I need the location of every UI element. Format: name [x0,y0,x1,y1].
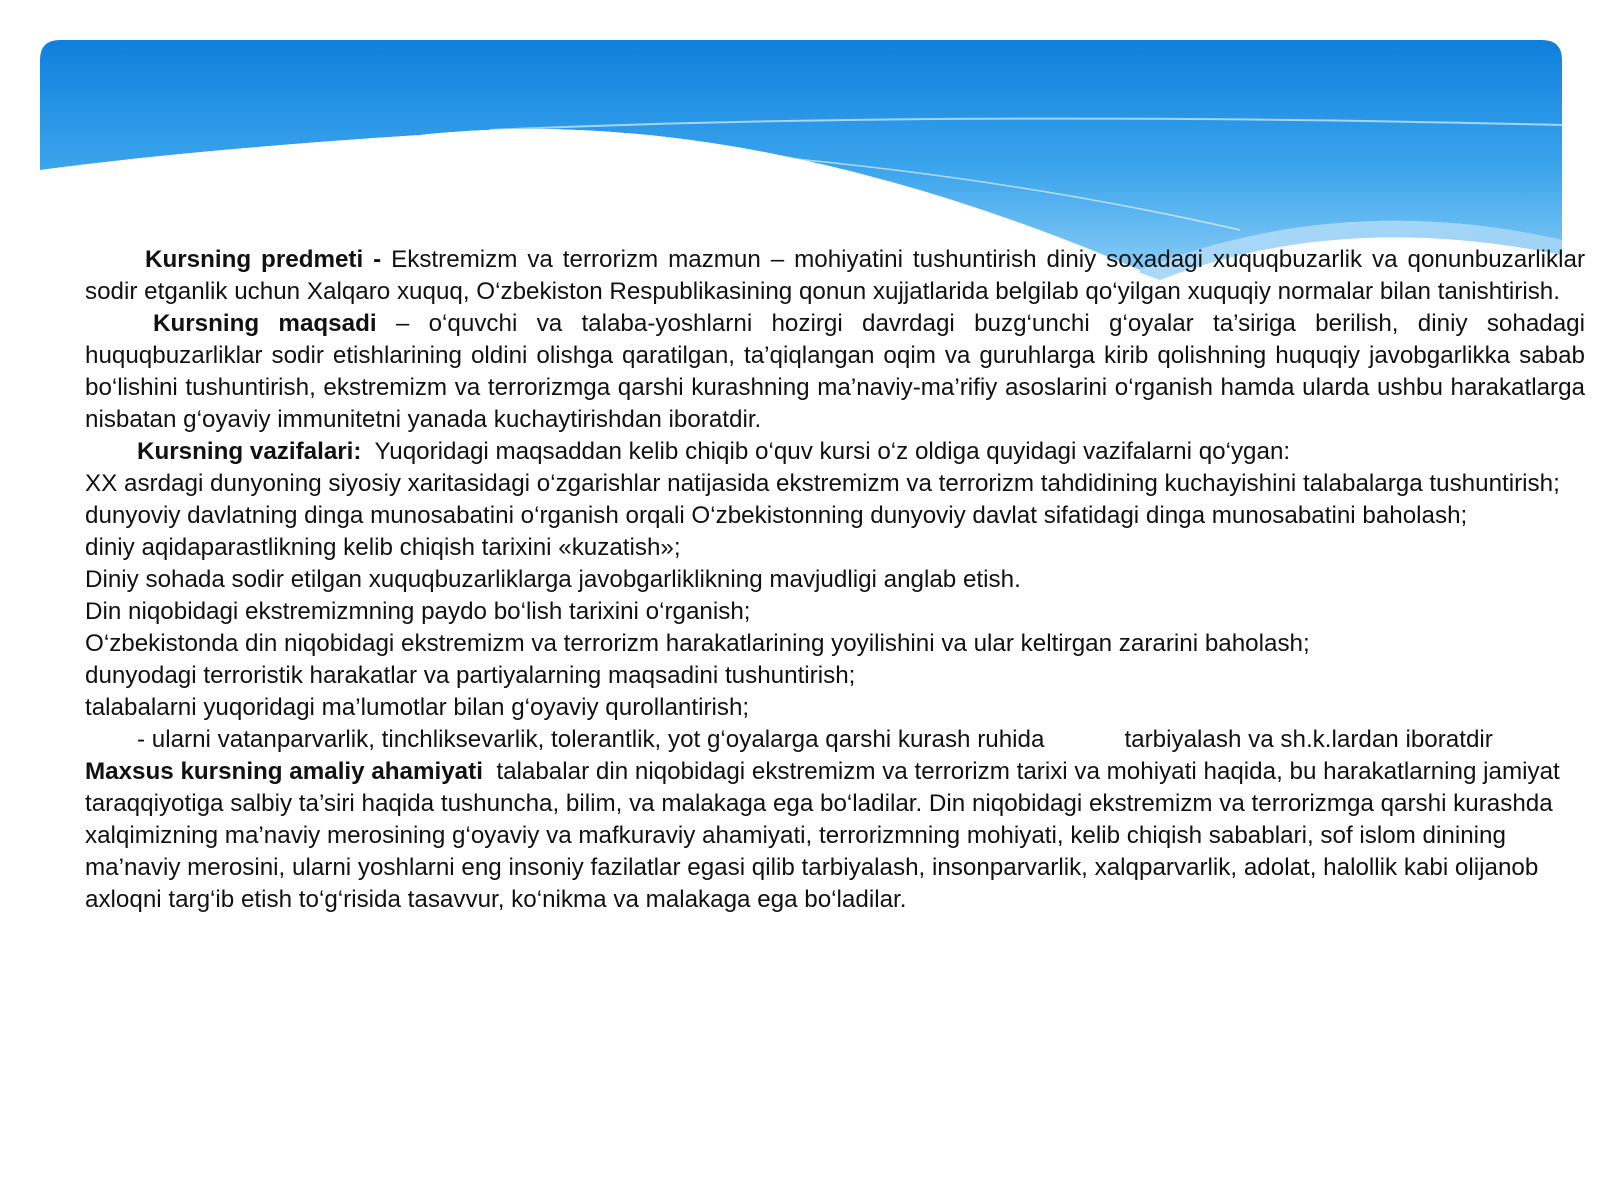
task-last-part1: - ularni vatanparvarlik, tinchliksevarlik, tolerantlik, yot g‘oyalarga qarshi kurash ruhida [137,726,1045,753]
task-item-last [85,724,1585,756]
practical-value-paragraph [85,756,1585,916]
practical-value-label: Maxsus kursning amaliy ahamiyati [85,758,483,785]
course-goal-paragraph [85,308,1585,436]
task-item: XX asrdagi dunyoning siyosiy xaritasidagi o‘zgarishlar natijasida ekstremizm va terrorizm tahdidining kuchayishini talabalarga tushuntirish; [85,470,1560,497]
course-subject-text: Ekstremizm va terrorizm mazmun – mohiyatini tushuntirish diniy soxadagi xuquqbuzarlik va qonunbuzarliklar sodir etganlik uchun Xalqaro xuquq, O‘zbekiston Respublikasining qonun xujjatlarida belgilab qo‘yilgan xuquqiy normalar bilan tanishtirish. [85,246,1586,305]
task-item: Din niqobidagi ekstremizmning paydo bo‘lish tarixini o‘rganish; [85,598,751,625]
task-item: dunyoviy davlatning dinga munosabatini o‘rganish orqali O‘zbekistonning dunyoviy davlat sifatidagi dinga munosabatini baholash; [85,502,1468,529]
task-item: dunyodagi terroristik harakatlar va partiyalarning maqsadini tushuntirish; [85,662,856,689]
course-tasks-intro-text: Yuqoridagi maqsaddan kelib chiqib o‘quv kursi o‘z oldiga quyidagi vazifalarni qo‘ygan: [361,438,1291,465]
task-item: diniy aqidaparastlikning kelib chiqish tarixini «kuzatish»; [85,534,681,561]
course-goal-label: Kursning maqsadi [153,310,377,337]
course-tasks-intro [85,436,1585,468]
task-item: talabalarni yuqoridagi ma’lumotlar bilan g‘oyaviy qurollantirish; [85,694,750,721]
task-last-part2: tarbiyalash va sh.k.lardan iboratdir [1124,726,1493,753]
course-subject-label: Kursning predmeti - [145,246,382,273]
task-item: Diniy sohada sodir etilgan xuquqbuzarliklarga javobgarliklikning mavjudligi anglab etish. [85,566,1021,593]
course-goal-text: – o‘quvchi va talaba-yoshlarni hozirgi davrdagi buzg‘unchi g‘oyalar ta’siriga berilish, diniy sohadagi huquqbuzarliklar sodir etishlarining oldini olishga qaratilgan, ta’qiqlangan oqim va guruhlarga kirib qolishning huquqiy javobgarlikka sabab bo‘lishini tushuntirish, ekstremizm va terrorizmga qarshi kurashning ma’naviy-ma’rifiy asoslarini o‘rganish hamda ularda ushbu harakatlarga nisbatan g‘oyaviy immunitetni yanada kuchaytirishdan iboratdir. [85,310,1585,433]
task-item: O‘zbekistonda din niqobidagi ekstremizm va terrorizm harakatlarining yoyilishini va ular keltirgan zararini baholash; [85,630,1310,657]
course-tasks-label: Kursning vazifalari: [137,438,362,465]
practical-value-text: talabalar din niqobidagi ekstremizm va terrorizm tarixi va mohiyati haqida, bu harakatlarning jamiyat taraqqiyotiga salbiy ta’siri haqida tushuncha, bilim, va malakaga ega bo‘ladilar. Din niqobidagi ekstremizm va terrorizmga qarshi kurashda xalqimizning ma’naviy merosining g‘oyaviy va mafkuraviy ahamiyati, terrorizmning mohiyati, kelib chiqish sabablari, sof islom dinining ma’naviy merosini, ularni yoshlarni eng insoniy fazilatlar egasi qilib tarbiyalash, insonparvarlik, xalqparvarlik, adolat, halollik kabi olijanob axloqni targ‘ib etish to‘g‘risida tasavvur, ko‘nikma va malakaga ega bo‘ladilar. [85,758,1567,913]
course-subject-paragraph [85,244,1585,308]
slide-body [85,244,1585,916]
